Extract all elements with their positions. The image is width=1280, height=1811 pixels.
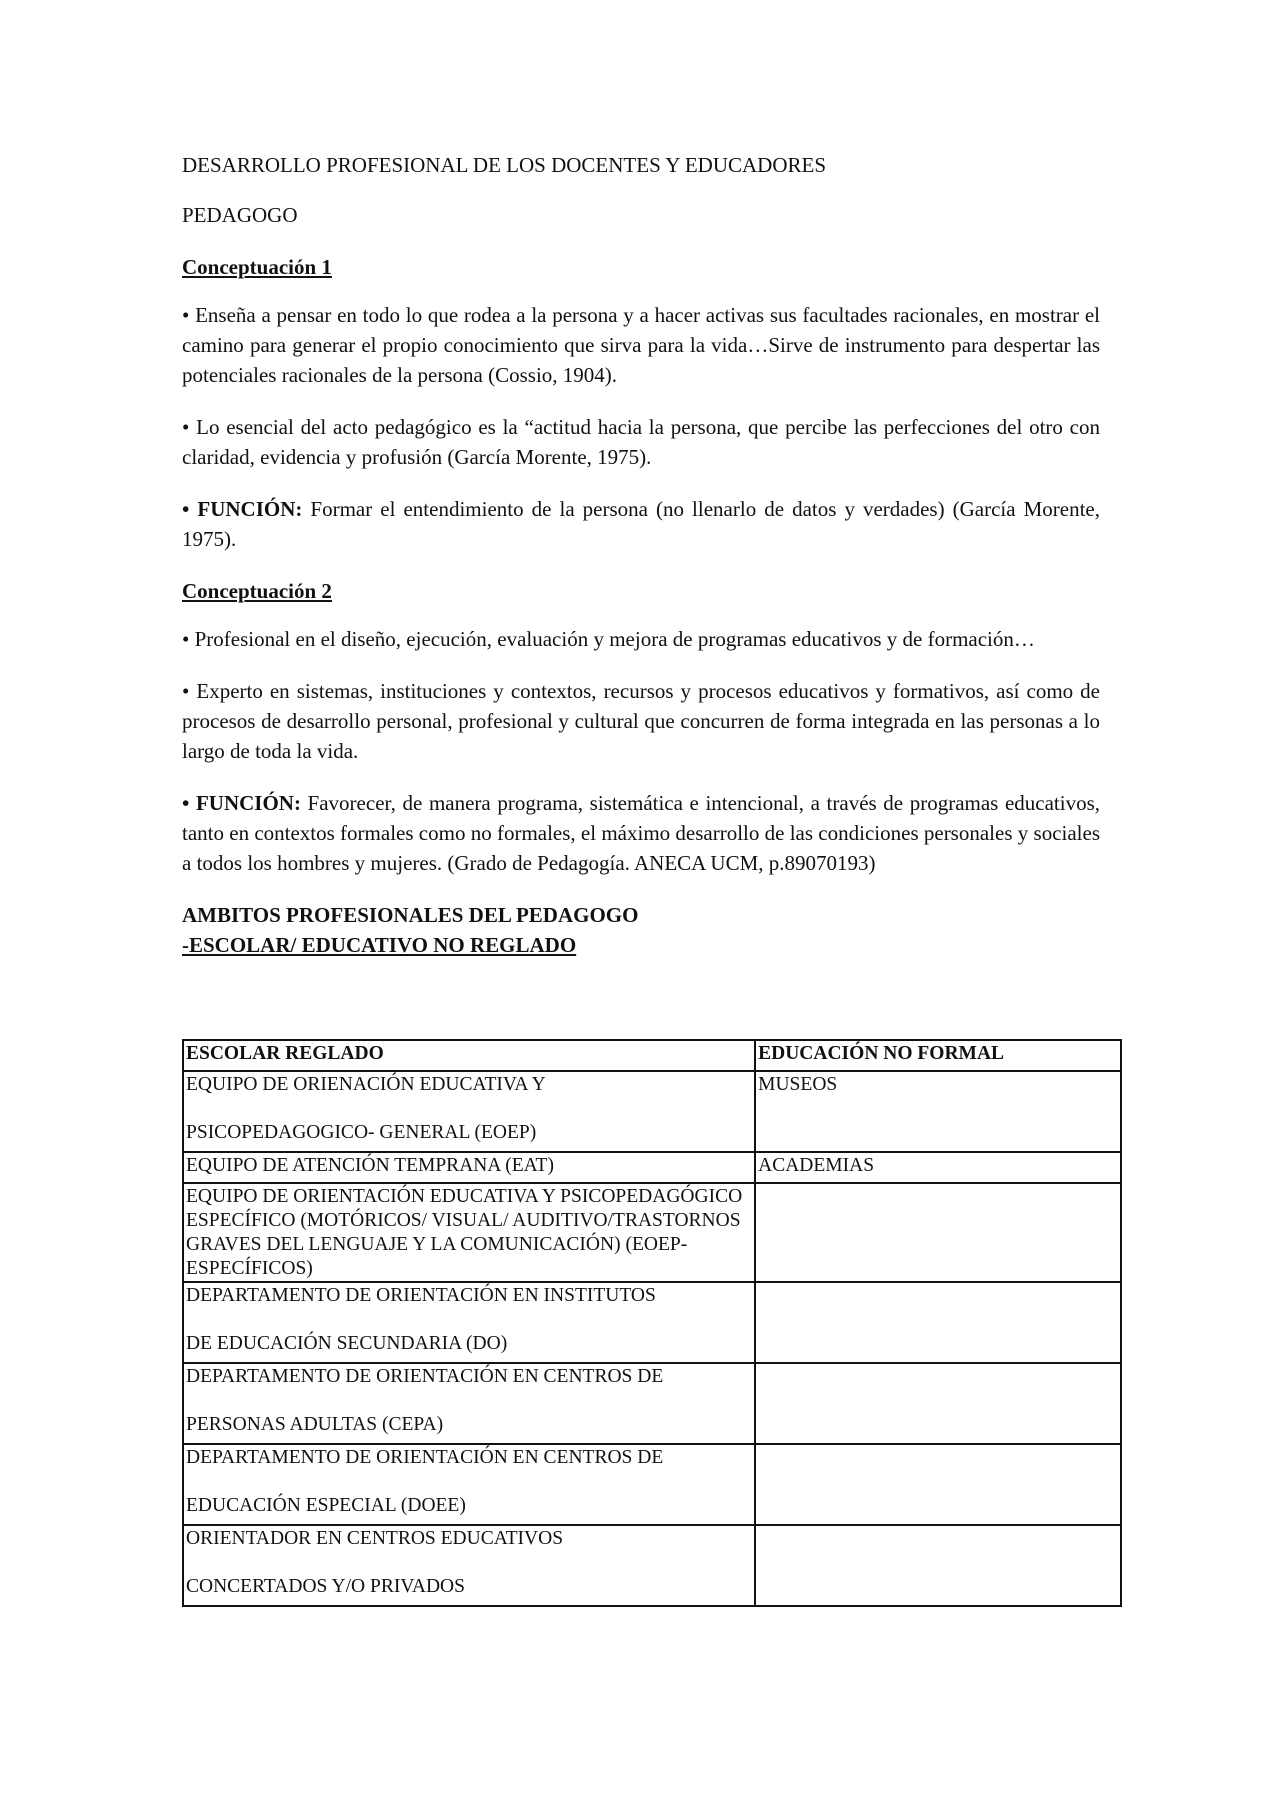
page-title: DESARROLLO PROFESIONAL DE LOS DOCENTES Y EDUCADORES [182, 153, 827, 177]
table-cell [755, 1363, 1121, 1444]
table-row [183, 1363, 1121, 1444]
ambitos-table [182, 1039, 1122, 1607]
table-row [183, 1525, 1121, 1606]
ambitos-title: AMBITOS PROFESIONALES DEL PEDAGOGO [182, 903, 639, 927]
cell-line: DE EDUCACIÓN SECUNDARIA (DO) [186, 1333, 508, 1354]
table-cell [183, 1444, 755, 1525]
cell-line: DEPARTAMENTO DE ORIENTACIÓN EN INSTITUTOS [186, 1285, 656, 1306]
table-cell [755, 1183, 1121, 1282]
table-cell: MUSEOS [755, 1071, 1121, 1152]
concept2-bullet-1: • Profesional en el diseño, ejecución, evaluación y mejora de programas educativos y de formación… [182, 627, 1035, 651]
cell-line: EDUCACIÓN ESPECIAL (DOEE) [186, 1495, 466, 1516]
concept2-funcion [182, 788, 1100, 878]
table-cell [183, 1363, 755, 1444]
concept1-funcion-label: • FUNCIÓN: [182, 497, 303, 521]
cell-line: PERSONAS ADULTAS (CEPA) [186, 1414, 444, 1435]
table-cell [755, 1444, 1121, 1525]
table-header-row [183, 1040, 1121, 1071]
concept1-heading: Conceptuación 1 [182, 255, 332, 279]
cell-line: CONCERTADOS Y/O PRIVADOS [186, 1576, 465, 1597]
concept2-funcion-label: • FUNCIÓN: [182, 791, 301, 815]
table-cell [183, 1525, 755, 1606]
concept1-bullet-1: • Enseña a pensar en todo lo que rodea a la persona y a hacer activas sus facultades racionales, en mostrar el camino para generar el propio conocimiento que sirva para la vida…Sirve de instrumento para despertar las potenciales racionales de la persona (Cossio, 1904). [182, 303, 1100, 387]
page-subtitle: PEDAGOGO [182, 203, 298, 227]
cell-line: EQUIPO DE ORIENACIÓN EDUCATIVA Y [186, 1074, 546, 1095]
table-row [183, 1071, 1121, 1152]
table-cell: EQUIPO DE ORIENTACIÓN EDUCATIVA Y PSICOPEDAGÓGICO ESPECÍFICO (MOTÓRICOS/ VISUAL/ AUDITIVO/TRASTORNOS GRAVES DEL LENGUAJE Y LA COMUNICACIÓN) (EOEP-ESPECÍFICOS) [183, 1183, 755, 1282]
table-row [183, 1183, 1121, 1282]
concept2-bullet-2: • Experto en sistemas, instituciones y contextos, recursos y procesos educativos y formativos, así como de procesos de desarrollo personal, profesional y cultural que concurren de forma integrada en las personas a lo largo de toda la vida. [182, 679, 1100, 763]
table-cell [755, 1525, 1121, 1606]
table-header-escolar: ESCOLAR REGLADO [183, 1040, 755, 1071]
cell-line: DEPARTAMENTO DE ORIENTACIÓN EN CENTROS DE [186, 1366, 664, 1387]
concept1-funcion [182, 494, 1100, 554]
table-row [183, 1282, 1121, 1363]
table-cell [183, 1071, 755, 1152]
table-cell: EQUIPO DE ATENCIÓN TEMPRANA (EAT) [183, 1152, 755, 1183]
table-row [183, 1152, 1121, 1183]
concept2-funcion-text: Favorecer, de manera programa, sistemática e intencional, a través de programas educativos, tanto en contextos formales como no formales, el máximo desarrollo de las condiciones personales y sociales a todos los hombres y mujeres. (Grado de Pedagogía. ANECA UCM, p.89070193) [182, 791, 1101, 875]
concept2-heading: Conceptuación 2 [182, 579, 332, 603]
concept1-bullet-2: • Lo esencial del acto pedagógico es la “actitud hacia la persona, que percibe las perfecciones del otro con claridad, evidencia y profusión (García Morente, 1975). [182, 415, 1100, 469]
document-page [182, 150, 1100, 960]
concept1-funcion-text: Formar el entendimiento de la persona (no llenarlo de datos y verdades) (García Morente, 1975). [182, 497, 1101, 551]
table-cell [183, 1282, 755, 1363]
cell-line: ORIENTADOR EN CENTROS EDUCATIVOS [186, 1528, 564, 1549]
cell-line: DEPARTAMENTO DE ORIENTACIÓN EN CENTROS DE [186, 1447, 664, 1468]
ambitos-subtitle: -ESCOLAR/ EDUCATIVO NO REGLADO [182, 933, 577, 957]
cell-line: PSICOPEDAGOGICO- GENERAL (EOEP) [186, 1122, 537, 1143]
table-cell [755, 1282, 1121, 1363]
table-header-no-formal: EDUCACIÓN NO FORMAL [755, 1040, 1121, 1071]
table-row [183, 1444, 1121, 1525]
table-cell: ACADEMIAS [755, 1152, 1121, 1183]
